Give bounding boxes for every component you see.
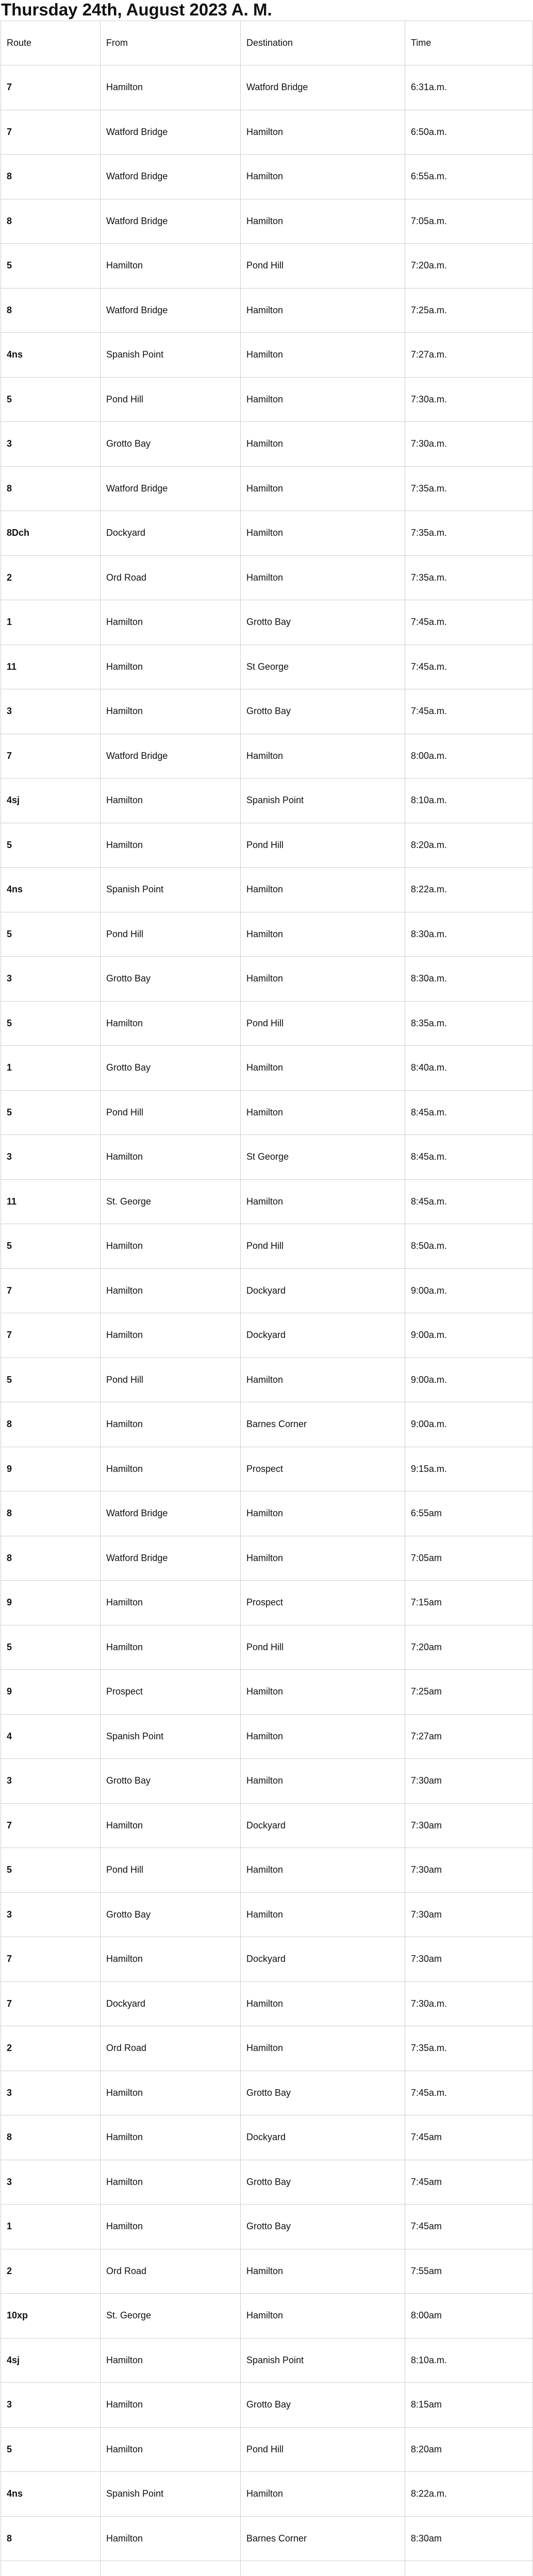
table-row bbox=[1, 823, 533, 868]
table-row bbox=[1, 778, 533, 823]
route-cell: 7 bbox=[1, 734, 101, 778]
route-cell: 3 bbox=[1, 1135, 101, 1180]
from-cell: Hamilton bbox=[101, 1402, 241, 1447]
time-cell: 6:50a.m. bbox=[405, 110, 533, 155]
table-header bbox=[1, 21, 533, 65]
destination-cell: Dockyard bbox=[241, 1937, 405, 1982]
route-cell: 4ns bbox=[1, 868, 101, 912]
destination-cell: Hamilton bbox=[241, 1179, 405, 1224]
time-cell: 9:00a.m. bbox=[405, 1313, 533, 1358]
from-cell: Hamilton bbox=[101, 2383, 241, 2428]
table-row bbox=[1, 1001, 533, 1046]
table-row bbox=[1, 1625, 533, 1670]
header-route: Route bbox=[1, 21, 101, 65]
time-cell: 7:30am bbox=[405, 1759, 533, 1804]
route-cell: 5 bbox=[1, 1625, 101, 1670]
page-title: Thursday 24th, August 2023 A. M. bbox=[1, 0, 272, 19]
from-cell: Grotto Bay bbox=[101, 422, 241, 467]
route-cell: 11 bbox=[1, 645, 101, 689]
route-cell: 2 bbox=[1, 2249, 101, 2294]
time-cell: 8:30am bbox=[405, 2516, 533, 2561]
from-cell: Hamilton bbox=[101, 65, 241, 110]
destination-cell: Hamilton bbox=[241, 288, 405, 333]
destination-cell: Hamilton bbox=[241, 2294, 405, 2338]
from-cell: Spanish Point bbox=[101, 868, 241, 912]
from-cell: Hamilton bbox=[101, 1937, 241, 1982]
route-cell: 9 bbox=[1, 1670, 101, 1715]
route-cell: 5 bbox=[1, 377, 101, 422]
table-row bbox=[1, 1759, 533, 1804]
from-cell: Hamilton bbox=[101, 2071, 241, 2115]
time-cell bbox=[405, 2561, 533, 2576]
destination-cell: Pond Hill bbox=[241, 823, 405, 868]
header-from: From bbox=[101, 21, 241, 65]
table-row bbox=[1, 288, 533, 333]
destination-cell: Hamilton bbox=[241, 333, 405, 378]
destination-cell: Hamilton bbox=[241, 1981, 405, 2026]
route-cell: 11 bbox=[1, 1179, 101, 1224]
table-row bbox=[1, 2561, 533, 2576]
from-cell: Ord Road bbox=[101, 2249, 241, 2294]
route-cell: 5 bbox=[1, 1848, 101, 1893]
time-cell: 8:10a.m. bbox=[405, 778, 533, 823]
route-cell: 3 bbox=[1, 957, 101, 1002]
destination-cell: Pond Hill bbox=[241, 1625, 405, 1670]
destination-cell: Dockyard bbox=[241, 1268, 405, 1313]
destination-cell: Grotto Bay bbox=[241, 2205, 405, 2249]
time-cell: 7:45am bbox=[405, 2115, 533, 2160]
table-row bbox=[1, 957, 533, 1002]
from-cell: Hamilton bbox=[101, 1447, 241, 1492]
route-cell: 1 bbox=[1, 1046, 101, 1091]
destination-cell: Hamilton bbox=[241, 199, 405, 244]
route-cell: 9 bbox=[1, 1581, 101, 1625]
from-cell: Hamilton bbox=[101, 2516, 241, 2561]
time-cell: 7:45a.m. bbox=[405, 645, 533, 689]
from-cell: Grotto Bay bbox=[101, 1892, 241, 1937]
time-cell: 7:30am bbox=[405, 1937, 533, 1982]
route-cell: 3 bbox=[1, 1892, 101, 1937]
time-cell: 8:45a.m. bbox=[405, 1090, 533, 1135]
table-row bbox=[1, 868, 533, 912]
table-row bbox=[1, 2516, 533, 2561]
destination-cell bbox=[241, 2561, 405, 2576]
from-cell: Hamilton bbox=[101, 1135, 241, 1180]
table-body bbox=[1, 65, 533, 2576]
destination-cell: Barnes Corner bbox=[241, 2516, 405, 2561]
table-row bbox=[1, 155, 533, 199]
time-cell: 7:35a.m. bbox=[405, 466, 533, 511]
destination-cell: Hamilton bbox=[241, 2472, 405, 2517]
route-cell: 4ns bbox=[1, 2472, 101, 2517]
table-row bbox=[1, 377, 533, 422]
destination-cell: Hamilton bbox=[241, 555, 405, 600]
from-cell: Hamilton bbox=[101, 1001, 241, 1046]
from-cell: Pond Hill bbox=[101, 912, 241, 957]
destination-cell: Hamilton bbox=[241, 1759, 405, 1804]
route-cell: 8 bbox=[1, 1492, 101, 1536]
route-cell: 2 bbox=[1, 555, 101, 600]
time-cell: 7:30am bbox=[405, 1892, 533, 1937]
time-cell: 7:20am bbox=[405, 1625, 533, 1670]
table-row bbox=[1, 1268, 533, 1313]
destination-cell: Grotto Bay bbox=[241, 2383, 405, 2428]
from-cell: Hamilton bbox=[101, 778, 241, 823]
from-cell: Hamilton bbox=[101, 2160, 241, 2205]
route-cell: 5 bbox=[1, 1090, 101, 1135]
route-cell: 7 bbox=[1, 1313, 101, 1358]
from-cell: Watford Bridge bbox=[101, 155, 241, 199]
destination-cell: Pond Hill bbox=[241, 2427, 405, 2472]
destination-cell: Pond Hill bbox=[241, 1001, 405, 1046]
destination-cell: Hamilton bbox=[241, 2026, 405, 2071]
time-cell: 7:45a.m. bbox=[405, 2071, 533, 2115]
route-cell: 5 bbox=[1, 1001, 101, 1046]
destination-cell: Barnes Corner bbox=[241, 1402, 405, 1447]
destination-cell: Spanish Point bbox=[241, 2338, 405, 2383]
table-row bbox=[1, 466, 533, 511]
route-cell: 4ns bbox=[1, 333, 101, 378]
from-cell: Watford Bridge bbox=[101, 288, 241, 333]
from-cell: Hamilton bbox=[101, 1268, 241, 1313]
from-cell: Hamilton bbox=[101, 244, 241, 289]
from-cell: Prospect bbox=[101, 1670, 241, 1715]
table-row bbox=[1, 2249, 533, 2294]
route-cell: 8 bbox=[1, 2516, 101, 2561]
from-cell: Grotto Bay bbox=[101, 957, 241, 1002]
route-cell: 5 bbox=[1, 1358, 101, 1402]
time-cell: 8:50a.m. bbox=[405, 1224, 533, 1269]
destination-cell: Hamilton bbox=[241, 110, 405, 155]
from-cell: Hamilton bbox=[101, 2427, 241, 2472]
route-cell: 7 bbox=[1, 1803, 101, 1848]
table-row bbox=[1, 1313, 533, 1358]
time-cell: 9:15a.m. bbox=[405, 1447, 533, 1492]
table-row bbox=[1, 1581, 533, 1625]
route-cell: 10xp bbox=[1, 2294, 101, 2338]
time-cell: 8:35a.m. bbox=[405, 1001, 533, 1046]
from-cell: Pond Hill bbox=[101, 1358, 241, 1402]
destination-cell: Hamilton bbox=[241, 511, 405, 556]
time-cell: 8:22a.m. bbox=[405, 2472, 533, 2517]
table-row bbox=[1, 1358, 533, 1402]
table-row bbox=[1, 1892, 533, 1937]
from-cell: Grotto Bay bbox=[101, 1759, 241, 1804]
time-cell: 7:35a.m. bbox=[405, 2026, 533, 2071]
route-cell: 3 bbox=[1, 2160, 101, 2205]
from-cell: Hamilton bbox=[101, 689, 241, 734]
route-cell: 5 bbox=[1, 1224, 101, 1269]
time-cell: 8:00am bbox=[405, 2294, 533, 2338]
table-row bbox=[1, 1135, 533, 1180]
table-row bbox=[1, 2383, 533, 2428]
route-cell: 7 bbox=[1, 110, 101, 155]
destination-cell: Dockyard bbox=[241, 2115, 405, 2160]
table-row bbox=[1, 2160, 533, 2205]
destination-cell: Hamilton bbox=[241, 1358, 405, 1402]
from-cell bbox=[101, 2561, 241, 2576]
time-cell: 8:20a.m. bbox=[405, 823, 533, 868]
from-cell: Spanish Point bbox=[101, 1714, 241, 1759]
time-cell: 8:30a.m. bbox=[405, 957, 533, 1002]
destination-cell: Hamilton bbox=[241, 2249, 405, 2294]
from-cell: Watford Bridge bbox=[101, 466, 241, 511]
route-cell: 1 bbox=[1, 600, 101, 645]
time-cell: 7:30a.m. bbox=[405, 1981, 533, 2026]
route-cell: 5 bbox=[1, 823, 101, 868]
route-cell: 4sj bbox=[1, 2338, 101, 2383]
time-cell: 8:22a.m. bbox=[405, 868, 533, 912]
destination-cell: Prospect bbox=[241, 1581, 405, 1625]
route-cell: 7 bbox=[1, 1981, 101, 2026]
route-cell: 5 bbox=[1, 2427, 101, 2472]
destination-cell: Dockyard bbox=[241, 1803, 405, 1848]
header-destination: Destination bbox=[241, 21, 405, 65]
from-cell: Hamilton bbox=[101, 2115, 241, 2160]
table-row bbox=[1, 1803, 533, 1848]
time-cell: 8:00a.m. bbox=[405, 734, 533, 778]
from-cell: Hamilton bbox=[101, 2205, 241, 2249]
time-cell: 7:27am bbox=[405, 1714, 533, 1759]
time-cell: 7:45a.m. bbox=[405, 600, 533, 645]
table-row bbox=[1, 1090, 533, 1135]
time-cell: 7:30am bbox=[405, 1803, 533, 1848]
route-cell: 1 bbox=[1, 2205, 101, 2249]
destination-cell: Hamilton bbox=[241, 1046, 405, 1091]
destination-cell: Spanish Point bbox=[241, 778, 405, 823]
destination-cell: Hamilton bbox=[241, 1492, 405, 1536]
destination-cell: St George bbox=[241, 1135, 405, 1180]
time-cell: 8:10a.m. bbox=[405, 2338, 533, 2383]
route-cell: 8Dch bbox=[1, 511, 101, 556]
from-cell: Hamilton bbox=[101, 1625, 241, 1670]
from-cell: Hamilton bbox=[101, 1581, 241, 1625]
route-cell: 7 bbox=[1, 65, 101, 110]
destination-cell: Hamilton bbox=[241, 957, 405, 1002]
destination-cell: Watford Bridge bbox=[241, 65, 405, 110]
schedule-table bbox=[1, 21, 533, 2576]
from-cell: Spanish Point bbox=[101, 2472, 241, 2517]
from-cell: Pond Hill bbox=[101, 377, 241, 422]
time-cell: 7:25am bbox=[405, 1670, 533, 1715]
from-cell: Pond Hill bbox=[101, 1848, 241, 1893]
destination-cell: Hamilton bbox=[241, 155, 405, 199]
header-row bbox=[1, 21, 533, 65]
table-row bbox=[1, 1224, 533, 1269]
time-cell: 9:00a.m. bbox=[405, 1358, 533, 1402]
from-cell: Watford Bridge bbox=[101, 1536, 241, 1581]
header-time: Time bbox=[405, 21, 533, 65]
destination-cell: Grotto Bay bbox=[241, 2160, 405, 2205]
from-cell: Hamilton bbox=[101, 1224, 241, 1269]
from-cell: Hamilton bbox=[101, 1313, 241, 1358]
table-row bbox=[1, 1402, 533, 1447]
table-row bbox=[1, 2115, 533, 2160]
table-row bbox=[1, 199, 533, 244]
table-row bbox=[1, 1670, 533, 1715]
route-cell: 3 bbox=[1, 2071, 101, 2115]
route-cell: 4 bbox=[1, 1714, 101, 1759]
route-cell: 3 bbox=[1, 689, 101, 734]
destination-cell: Hamilton bbox=[241, 912, 405, 957]
route-cell: 3 bbox=[1, 422, 101, 467]
route-cell: 7 bbox=[1, 1268, 101, 1313]
table-row bbox=[1, 1447, 533, 1492]
route-cell: 9 bbox=[1, 1447, 101, 1492]
from-cell: Hamilton bbox=[101, 600, 241, 645]
destination-cell: St George bbox=[241, 645, 405, 689]
table-row bbox=[1, 65, 533, 110]
table-row bbox=[1, 912, 533, 957]
route-cell bbox=[1, 2561, 101, 2576]
time-cell: 7:45am bbox=[405, 2160, 533, 2205]
from-cell: Watford Bridge bbox=[101, 734, 241, 778]
table-row bbox=[1, 2205, 533, 2249]
from-cell: Ord Road bbox=[101, 555, 241, 600]
time-cell: 9:00a.m. bbox=[405, 1402, 533, 1447]
time-cell: 8:40a.m. bbox=[405, 1046, 533, 1091]
from-cell: Pond Hill bbox=[101, 1090, 241, 1135]
table-row bbox=[1, 110, 533, 155]
from-cell: Hamilton bbox=[101, 1803, 241, 1848]
from-cell: Spanish Point bbox=[101, 333, 241, 378]
table-row bbox=[1, 422, 533, 467]
table-row bbox=[1, 1179, 533, 1224]
destination-cell: Pond Hill bbox=[241, 244, 405, 289]
table-row bbox=[1, 2026, 533, 2071]
from-cell: Ord Road bbox=[101, 2026, 241, 2071]
time-cell: 7:45am bbox=[405, 2205, 533, 2249]
table-row bbox=[1, 645, 533, 689]
table-row bbox=[1, 1492, 533, 1536]
time-cell: 7:30am bbox=[405, 1848, 533, 1893]
from-cell: Dockyard bbox=[101, 511, 241, 556]
route-cell: 8 bbox=[1, 466, 101, 511]
route-cell: 3 bbox=[1, 1759, 101, 1804]
destination-cell: Hamilton bbox=[241, 422, 405, 467]
table-row bbox=[1, 1937, 533, 1982]
route-cell: 8 bbox=[1, 1536, 101, 1581]
from-cell: Grotto Bay bbox=[101, 1046, 241, 1091]
table-row bbox=[1, 689, 533, 734]
table-row bbox=[1, 1046, 533, 1091]
time-cell: 7:27a.m. bbox=[405, 333, 533, 378]
destination-cell: Hamilton bbox=[241, 1892, 405, 1937]
time-cell: 7:30a.m. bbox=[405, 422, 533, 467]
time-cell: 7:20a.m. bbox=[405, 244, 533, 289]
table-row bbox=[1, 2071, 533, 2115]
time-cell: 9:00a.m. bbox=[405, 1268, 533, 1313]
from-cell: Watford Bridge bbox=[101, 1492, 241, 1536]
destination-cell: Grotto Bay bbox=[241, 600, 405, 645]
destination-cell: Hamilton bbox=[241, 466, 405, 511]
destination-cell: Hamilton bbox=[241, 1848, 405, 1893]
time-cell: 8:45a.m. bbox=[405, 1135, 533, 1180]
destination-cell: Hamilton bbox=[241, 734, 405, 778]
from-cell: Hamilton bbox=[101, 2338, 241, 2383]
time-cell: 8:20am bbox=[405, 2427, 533, 2472]
route-cell: 3 bbox=[1, 2383, 101, 2428]
destination-cell: Grotto Bay bbox=[241, 689, 405, 734]
table-row bbox=[1, 734, 533, 778]
route-cell: 8 bbox=[1, 1402, 101, 1447]
time-cell: 7:15am bbox=[405, 1581, 533, 1625]
route-cell: 2 bbox=[1, 2026, 101, 2071]
route-cell: 5 bbox=[1, 912, 101, 957]
from-cell: St. George bbox=[101, 1179, 241, 1224]
time-cell: 7:35a.m. bbox=[405, 511, 533, 556]
time-cell: 6:55am bbox=[405, 1492, 533, 1536]
destination-cell: Hamilton bbox=[241, 1536, 405, 1581]
route-cell: 8 bbox=[1, 155, 101, 199]
table-row bbox=[1, 2294, 533, 2338]
destination-cell: Hamilton bbox=[241, 1090, 405, 1135]
time-cell: 8:45a.m. bbox=[405, 1179, 533, 1224]
route-cell: 8 bbox=[1, 2115, 101, 2160]
from-cell: Hamilton bbox=[101, 823, 241, 868]
destination-cell: Grotto Bay bbox=[241, 2071, 405, 2115]
destination-cell: Hamilton bbox=[241, 1714, 405, 1759]
time-cell: 7:45a.m. bbox=[405, 689, 533, 734]
time-cell: 7:25a.m. bbox=[405, 288, 533, 333]
time-cell: 7:30a.m. bbox=[405, 377, 533, 422]
route-cell: 8 bbox=[1, 199, 101, 244]
table-row bbox=[1, 2472, 533, 2517]
route-cell: 7 bbox=[1, 1937, 101, 1982]
table-row bbox=[1, 555, 533, 600]
time-cell: 6:55a.m. bbox=[405, 155, 533, 199]
from-cell: Hamilton bbox=[101, 645, 241, 689]
table-row bbox=[1, 1714, 533, 1759]
time-cell: 8:30a.m. bbox=[405, 912, 533, 957]
table-row bbox=[1, 1981, 533, 2026]
table-row bbox=[1, 2427, 533, 2472]
table-row bbox=[1, 1536, 533, 1581]
time-cell: 8:15am bbox=[405, 2383, 533, 2428]
table-row bbox=[1, 2338, 533, 2383]
time-cell: 7:05am bbox=[405, 1536, 533, 1581]
destination-cell: Prospect bbox=[241, 1447, 405, 1492]
table-row bbox=[1, 1848, 533, 1893]
from-cell: Watford Bridge bbox=[101, 110, 241, 155]
time-cell: 7:35a.m. bbox=[405, 555, 533, 600]
table-row bbox=[1, 333, 533, 378]
route-cell: 4sj bbox=[1, 778, 101, 823]
table-row bbox=[1, 511, 533, 556]
destination-cell: Hamilton bbox=[241, 1670, 405, 1715]
time-cell: 7:55am bbox=[405, 2249, 533, 2294]
destination-cell: Hamilton bbox=[241, 377, 405, 422]
route-cell: 5 bbox=[1, 244, 101, 289]
destination-cell: Hamilton bbox=[241, 868, 405, 912]
from-cell: Watford Bridge bbox=[101, 199, 241, 244]
from-cell: St. George bbox=[101, 2294, 241, 2338]
route-cell: 8 bbox=[1, 288, 101, 333]
destination-cell: Pond Hill bbox=[241, 1224, 405, 1269]
table-row bbox=[1, 244, 533, 289]
time-cell: 7:05a.m. bbox=[405, 199, 533, 244]
time-cell: 6:31a.m. bbox=[405, 65, 533, 110]
destination-cell: Dockyard bbox=[241, 1313, 405, 1358]
table-row bbox=[1, 600, 533, 645]
from-cell: Dockyard bbox=[101, 1981, 241, 2026]
